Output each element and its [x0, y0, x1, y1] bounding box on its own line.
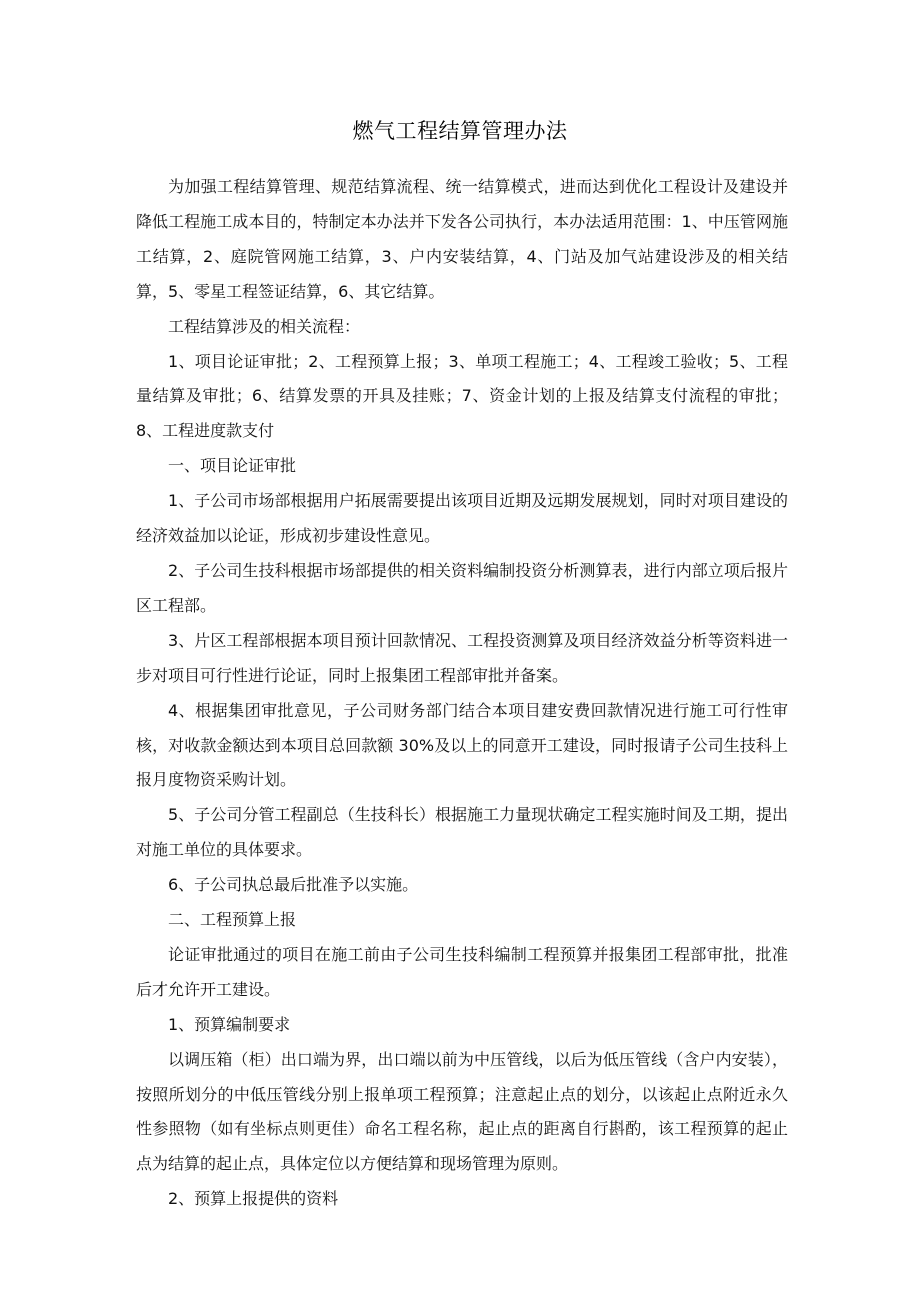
intro-paragraph: 为加强工程结算管理、规范结算流程、统一结算模式，进而达到优化工程设计及建设并降低工程施工成本目的，特制定本办法并下发各公司执行，本办法适用范围：1、中压管网施工结算，2、庭院管网施工结算，3、户内安装结算，4、门站及加气站建设涉及的相关结算，5、零星工程签证结算，6、其它结算。 [136, 177, 788, 301]
subsection-2-1-paragraph: 以调压箱（柜）出口端为界，出口端以前为中压管线，以后为低压管线（含户内安装），按照所划分的中低压管线分别上报单项工程预算；注意起止点的划分，以该起止点附近永久性参照物（如有坐标点则更佳）命名工程名称，起止点的距离自行斟酌，该工程预算的起止点为结算的起止点，具体定位以方便结算和现场管理为原则。 [136, 1049, 788, 1174]
document-body [136, 170, 788, 1217]
list-item-1-2: 2、子公司生技科根据市场部提供的相关资料编制投资分析测算表，进行内部立项后报片区工程部。 [136, 560, 788, 615]
list-item-1-5: 5、子公司分管工程副总（生技科长）根据施工力量现状确定工程实施时间及工期，提出对施工单位的具体要求。 [136, 805, 788, 860]
subsection-heading-2-2: 2、预算上报提供的资料 [168, 1189, 339, 1209]
section-heading-1: 一、项目论证审批 [168, 456, 297, 476]
page-title: 燃气工程结算管理办法 [352, 119, 568, 143]
section-heading-2: 二、工程预算上报 [168, 910, 297, 930]
list-item-1-3: 3、片区工程部根据本项目预计回款情况、工程投资测算及项目经济效益分析等资料进一步对项目可行性进行论证，同时上报集团工程部审批并备案。 [136, 630, 788, 685]
section-2-paragraph: 论证审批通过的项目在施工前由子公司生技科编制工程预算并报集团工程部审批，批准后才允许开工建设。 [136, 944, 788, 999]
subsection-heading-2-1: 1、预算编制要求 [168, 1014, 291, 1034]
list-item-1-6: 6、子公司执总最后批准予以实施。 [168, 875, 419, 895]
process-list-paragraph: 1、项目论证审批；2、工程预算上报；3、单项工程施工；4、工程竣工验收；5、工程量结算及审批；6、结算发票的开具及挂账；7、资金计划的上报及结算支付流程的审批；8、工程进度款支付 [136, 351, 788, 441]
process-intro: 工程结算涉及的相关流程： [168, 316, 361, 336]
list-item-1-4: 4、根据集团审批意见，子公司财务部门结合本项目建安费回款情况进行施工可行性审核，对收款金额达到本项目总回款额 30%及以上的同意开工建设，同时报请子公司生技科上报月度物资采购计划。 [136, 700, 788, 790]
list-item-1-1: 1、子公司市场部根据用户拓展需要提出该项目近期及远期发展规划，同时对项目建设的经济效益加以论证，形成初步建设性意见。 [136, 491, 788, 546]
